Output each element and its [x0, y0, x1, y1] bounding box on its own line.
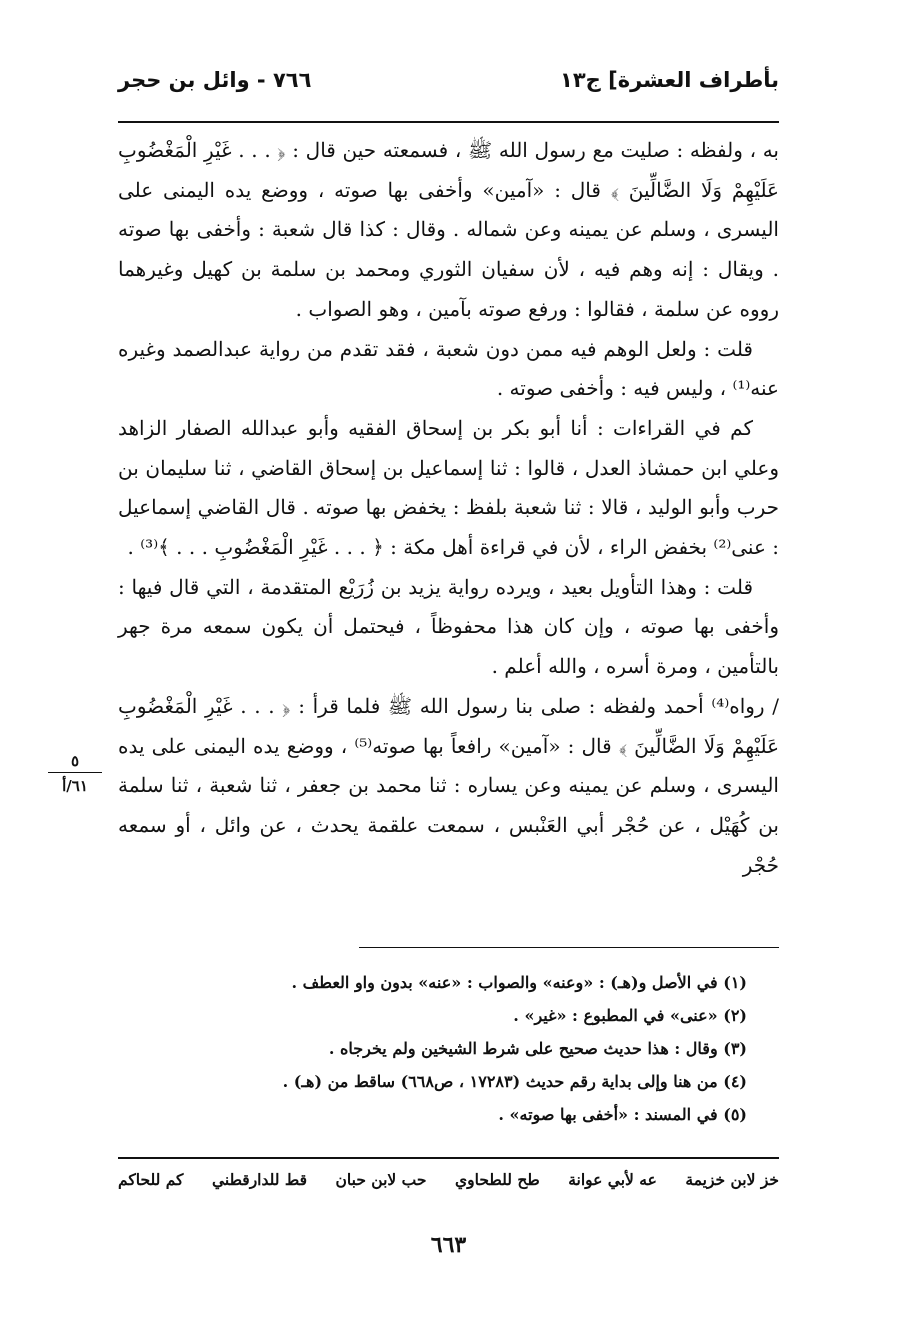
- abbr-tahawi: طح للطحاوي: [455, 1170, 540, 1189]
- paragraph-ahmad: / رواه⁽⁴⁾ أحمد ولفظه : صلى بنا رسول الله ﷺ فلما قرأ : ﴿ . . . غَيْرِ الْمَغْضُوبِ عَلَيْهِمْ وَلَا الضَّالِّينَ ﴾ قال : «آمين» رافعاً بها صوته⁽⁵⁾ ، ووضع يده اليمنى على يده اليسرى ، وسلم عن يمينه وعن يساره : ثنا محمد بن جعفر ، ثنا شعبة ، ثنا سلمة بن كُهَيْل ، عن حُجْر أبي العَنْبس ، سمعت علقمة يحدث ، عن وائل ، أو سمعه حُجْر: [118, 693, 780, 877]
- footnotes: [118, 966, 747, 1131]
- footnote-divider: [359, 947, 779, 948]
- abbr-daraqutni: قط للدارقطني: [211, 1170, 307, 1189]
- abbr-ibn-khuzaymah: خز لابن خزيمة: [685, 1170, 779, 1189]
- abbreviations-key: [118, 1170, 779, 1189]
- footnote-1: (١) في الأصل و(هـ) : «وعنه» والصواب : «عنه» بدون واو العطف .: [291, 973, 747, 992]
- manuscript-folio-note: [48, 752, 102, 795]
- folio-number: ٥: [48, 752, 102, 773]
- folio-reference: ٦١/أ: [62, 777, 88, 795]
- main-text: [118, 131, 779, 885]
- paragraph-continuation: به ، ولفظه : صليت مع رسول الله ﷺ ، فسمعته حين قال : ﴿ . . . غَيْرِ الْمَغْضُوبِ عَلَيْهِمْ وَلَا الضَّالِّينَ ﴾ قال : «آمين» وأخفى بها صوته ، ووضع يده اليمنى على اليسرى ، وسلم عن يمينه وعن شماله . وقال : كذا قال شعبة : وأخفى بها صوته . ويقال : إنه وهم فيه ، لأن سفيان الثوري ومحمد بن سلمة بن كهيل وغيرهما رووه عن سلمة ، فقالوا : ورفع صوته بآمين ، وهو الصواب .: [118, 138, 779, 321]
- paragraph-comment-2: قلت : وهذا التأويل بعيد ، ويرده رواية يزيد بن زُرَيْع المتقدمة ، التي قال فيها : وأخفى بها صوته ، وإن كان هذا محفوظاً ، فيحتمل أن يكون سمعه مرة جهر بالتأمين ، ومرة أسره ، والله أعلم .: [118, 574, 780, 679]
- header-divider: [118, 121, 779, 123]
- book-title: بأطراف العشرة] ج١٣: [560, 68, 779, 92]
- abbr-hakim: كم للحاكم: [118, 1170, 184, 1189]
- page-header: [118, 60, 779, 100]
- footnote-4: (٤) من هنا وإلى بداية رقم حديث (١٧٢٨٣ ، ص٦٦٨) ساقط من (هـ) .: [282, 1072, 747, 1091]
- paragraph-comment: قلت : ولعل الوهم فيه ممن دون شعبة ، فقد تقدم من رواية عبدالصمد وغيره عنه⁽¹⁾ ، وليس فيه : وأخفى صوته .: [118, 336, 779, 401]
- page-number: ٦٦٣: [430, 1232, 467, 1258]
- footnote-5: (٥) في المسند : «أخفى بها صوته» .: [498, 1105, 747, 1124]
- footnote-3: (٣) وقال : هذا حديث صحيح على شرط الشيخين ولم يخرجاه .: [328, 1039, 747, 1058]
- abbr-abu-awanah: عه لأبي عوانة: [568, 1170, 657, 1189]
- paragraph-hakim: كم في القراءات : أنا أبو بكر بن إسحاق الفقيه وأبو عبدالله الصفار الزاهد وعلي ابن حمشاذ العدل ، قالوا : ثنا إسماعيل بن إسحاق القاضي ، ثنا سليمان بن حرب وأبو الوليد ، قالا : ثنا شعبة بلفظ : يخفض بها صوته . قال القاضي إسماعيل : عنى⁽²⁾ بخفض الراء ، لأن في قراءة أهل مكة : ﴿ . . . غَيْرِ الْمَغْضُوبِ . . . ﴾⁽³⁾ .: [118, 415, 779, 560]
- entry-title: ٧٦٦ - وائل بن حجر: [118, 68, 312, 92]
- footnote-2: (٢) «عنى» في المطبوع : «غير» .: [513, 1006, 747, 1025]
- abbr-ibn-hibban: حب لابن حبان: [335, 1170, 427, 1189]
- abbreviations-divider: [118, 1157, 779, 1159]
